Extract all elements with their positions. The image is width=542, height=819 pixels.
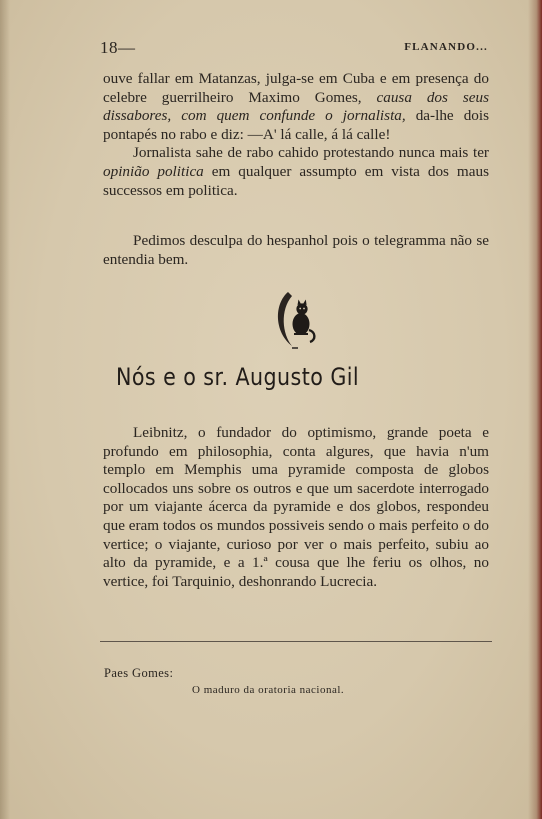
paragraph-continuation	[103, 70, 489, 144]
cat-on-moon-icon	[270, 288, 320, 352]
paragraph1-italic-part: causa dos seus dissabores, com quem confunde o jornalista,	[103, 88, 490, 125]
paragraph-apology: Pedimos desculpa do hespanhol pois o telegramma não se entendia bem.	[103, 232, 489, 268]
author-name: Paes Gomes:	[104, 666, 174, 680]
paragraph2-italic-part: opinião politica	[103, 162, 204, 180]
text-block-leibnitz	[103, 424, 489, 591]
divider-rule	[100, 641, 492, 642]
text-block-apology	[103, 232, 489, 269]
paragraph1-part3: da-lhe dois pontapés no rabo e diz: —A' lá calle, á lá calle!	[103, 107, 490, 143]
section-title: Nós e o sr. Augusto Gil	[116, 363, 360, 391]
paragraph-jornalista	[103, 144, 489, 200]
running-title: FLANANDO...	[404, 41, 488, 53]
paragraph1-part1: ouve fallar em Matanzas, julga-se em Cuba e em presença do celebre guerrilheiro Maximo Gomes,	[103, 70, 489, 106]
running-head	[100, 38, 488, 58]
paragraph2-part3: em qualquer assumpto em vista dos maus successos em politica.	[103, 162, 489, 199]
text-block-continuation	[103, 70, 489, 200]
paragraph-leibnitz: Leibnitz, o fundador do optimismo, grande poeta e profundo em philosophia, conta algures, que havia n'um templo em Memphis uma pyramide composta de globos collocados uns sobre os outros e que um sacerdote interrogado por um viajante ácerca da pyramide e dos globos, respondeu que eram todos os mundos possiveis sendo o mais perfeito o do vertice; o viajante, curioso por ver o mais perfeito, subiu ao alto da pyramide, e a 1.ª cousa que lhe feriu os olhos, no vertice, foi Tarquinio, deshonrando Lucrecia.	[103, 424, 489, 590]
page-number: 18—	[100, 38, 136, 57]
author-work-title: O maduro da oratoria nacional.	[192, 684, 345, 696]
paragraph2-part1: Jornalista sahe de rabo cahido protestando nunca mais ter	[133, 144, 489, 162]
